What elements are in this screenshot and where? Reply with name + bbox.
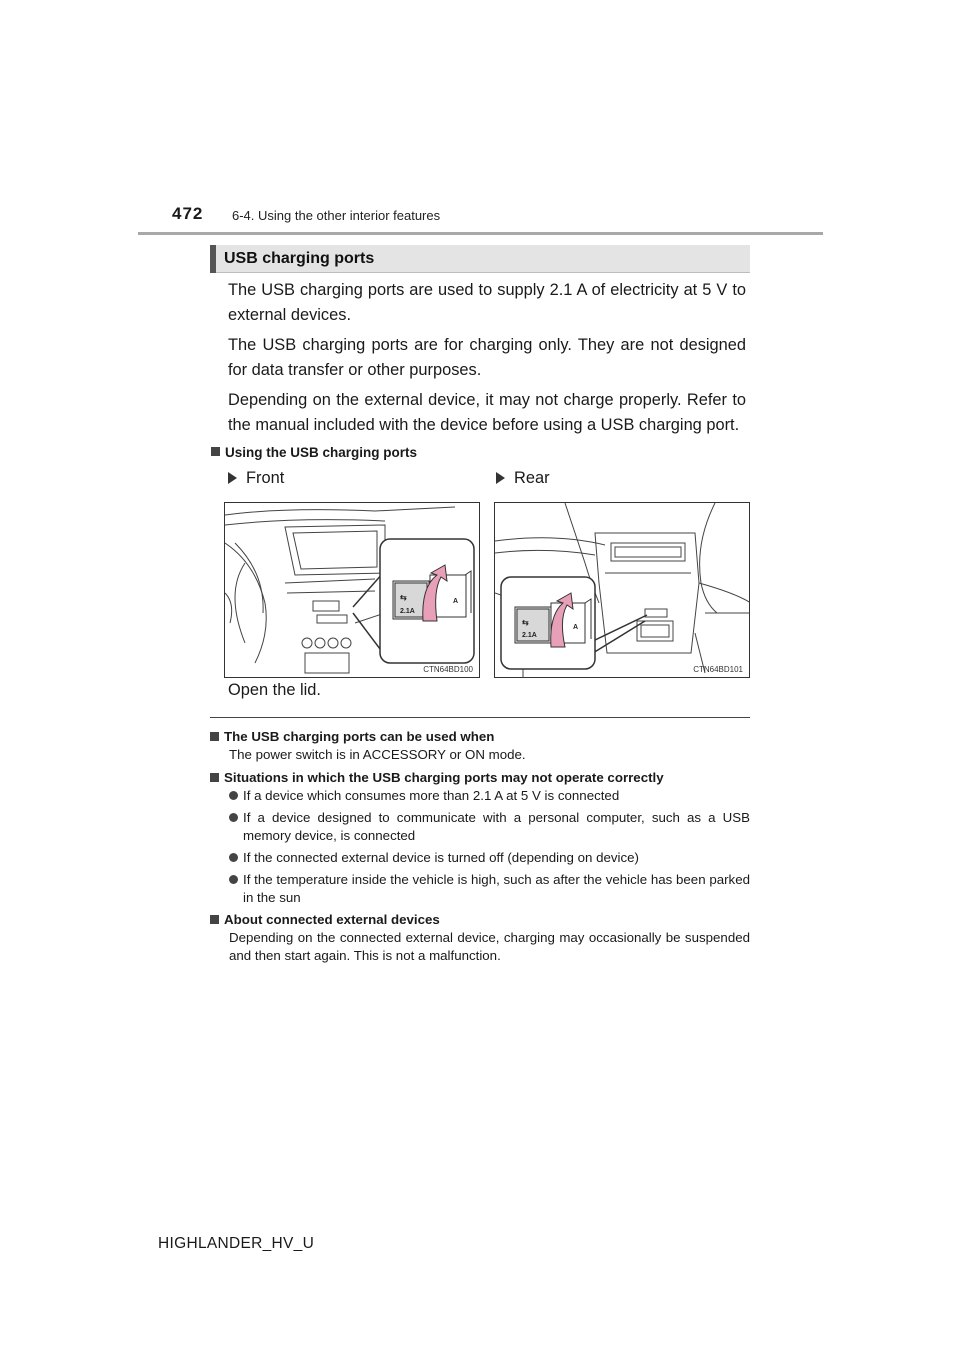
port-badge-small: A: [573, 624, 579, 631]
square-bullet-icon: [210, 732, 219, 741]
note-heading: [210, 728, 750, 746]
running-head: 6-4. Using the other interior features: [232, 208, 441, 223]
notes-section: [210, 726, 750, 970]
circle-bullet-icon: [229, 813, 238, 822]
bullet-text: If the temperature inside the vehicle is high, such as after the vehicle has been parked in the sun: [243, 872, 750, 905]
rear-usb-illustration: [494, 502, 750, 678]
bullet-text: If a device designed to communicate with a personal computer, such as a USB memory device, is connected: [243, 810, 750, 843]
note-heading: [210, 911, 750, 929]
triangle-bullet-icon: [228, 472, 237, 484]
triangle-bullet-icon: [496, 472, 505, 484]
note-bullet: [210, 809, 750, 845]
square-bullet-icon: [210, 773, 219, 782]
note-bullet: [210, 871, 750, 907]
bullet-text: If a device which consumes more than 2.1 A at 5 V is connected: [243, 788, 620, 803]
section-title-bar: [210, 245, 216, 273]
subheading: [211, 445, 417, 460]
console-drawing: [495, 503, 750, 678]
intro-paragraph: Depending on the external device, it may not charge properly. Refer to the manual included with the device before using a USB charging port.: [228, 391, 746, 434]
page-number: 472: [172, 204, 204, 223]
circle-bullet-icon: [229, 875, 238, 884]
rear-view-label: [496, 469, 550, 488]
notes-divider: [210, 717, 750, 718]
port-badge-label: 2.1A: [522, 632, 537, 639]
figure-code: CTN64BD100: [423, 665, 473, 674]
usb-symbol: ⇆: [400, 593, 407, 602]
port-badge-small: A: [453, 598, 459, 605]
dashboard-drawing: [225, 503, 480, 678]
subheading-text: Using the USB charging ports: [225, 445, 418, 460]
port-badge-label: 2.1A: [400, 608, 415, 615]
note-heading-text: About connected external devices: [224, 912, 440, 927]
intro-paragraph: The USB charging ports are used to supply 2.1 A of electricity at 5 V to external devices.: [228, 281, 746, 324]
section-title-box: [210, 245, 750, 273]
note-body: The power switch is in ACCESSORY or ON mode.: [229, 747, 526, 762]
note-bullet: [210, 787, 750, 805]
figure-caption: Open the lid.: [228, 681, 321, 699]
note-heading-text: The USB charging ports can be used when: [224, 729, 495, 744]
usb-symbol: ⇆: [522, 618, 529, 627]
intro-paragraph: The USB charging ports are for charging only. They are not designed for data transfer or other purposes.: [228, 336, 746, 379]
front-label-text: Front: [246, 469, 285, 487]
section-title: USB charging ports: [224, 250, 375, 267]
circle-bullet-icon: [229, 791, 238, 800]
note-heading-text: Situations in which the USB charging ports may not operate correctly: [224, 770, 664, 785]
bullet-text: If the connected external device is turned off (depending on device): [243, 850, 639, 865]
front-view-label: [228, 469, 284, 488]
note-body: Depending on the connected external device, charging may occasionally be suspended and then start again. This is not a malfunction.: [229, 930, 750, 963]
circle-bullet-icon: [229, 853, 238, 862]
note-bullet: [210, 849, 750, 867]
intro-text: [228, 278, 746, 443]
square-bullet-icon: [211, 447, 220, 456]
figure-code: CTN64BD101: [693, 665, 743, 674]
square-bullet-icon: [210, 915, 219, 924]
front-usb-illustration: [224, 502, 480, 678]
rear-label-text: Rear: [514, 469, 550, 487]
note-heading: [210, 769, 750, 787]
header-rule: [138, 232, 823, 235]
footer-model-code: HIGHLANDER_HV_U: [158, 1235, 315, 1252]
